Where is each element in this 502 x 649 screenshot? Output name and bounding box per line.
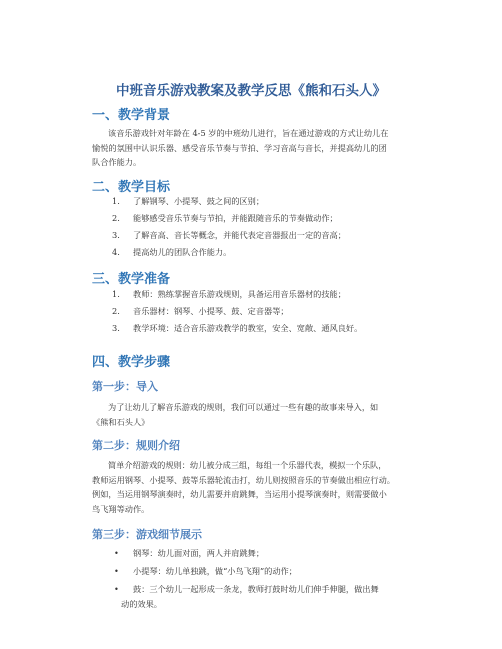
list-text: 教师：熟练掌握音乐游戏规则，具备运用音乐器材的技能；: [133, 289, 346, 299]
bullet-icon: •: [114, 584, 119, 594]
bullet-text: 钢琴：幼儿面对面，两人并肩跳舞；: [133, 548, 265, 558]
document-title: 中班音乐游戏教案及教学反思《熊和石头人》: [116, 83, 386, 99]
section-heading-steps: 四、教学步骤: [92, 355, 171, 370]
list-number: 2.: [112, 306, 120, 316]
list-number: 1.: [112, 196, 120, 206]
paragraph-line: 鸟飞翔等动作。: [92, 503, 150, 514]
step1-paragraph: [92, 400, 422, 429]
list-number: 4.: [112, 247, 120, 257]
step2-paragraph: [92, 458, 422, 516]
paragraph-line: 例如，当运用钢琴演奏时，幼儿需要并肩跳舞，当运用小提琴演奏时，则需要做小: [92, 489, 387, 499]
list-text: 提高幼儿的团队合作能力。: [133, 247, 232, 257]
paragraph-line: 该音乐游戏针对年龄在 4-5 岁的中班幼儿进行，旨在通过游戏的方式让幼儿在: [108, 128, 389, 138]
list-number: 2.: [112, 213, 120, 223]
step-heading: 第三步：游戏细节展示: [92, 528, 202, 541]
step-heading: 第二步：规则介绍: [92, 439, 180, 452]
list-text: 了解音高、音长等概念，并能代表定音器报出一定的音高；: [133, 230, 346, 240]
step-heading: 第一步：导入: [92, 380, 158, 393]
section-heading-goals: 二、教学目标: [92, 180, 171, 195]
bullet-text: 小提琴：幼儿单独跳，做“小鸟飞翔”的动作；: [133, 566, 297, 576]
bullet-text: 鼓：三个幼儿一起形成一条龙，教师打鼓时幼儿们伸手伸腿，做出舞: [133, 584, 379, 594]
list-number: 3.: [112, 230, 120, 240]
paragraph-line: 愉悦的氛围中认识乐器、感受音乐节奏与节拍、学习音高与音长，并提高幼儿的团: [92, 142, 387, 153]
bullet-icon: •: [114, 566, 119, 576]
paragraph-line: 为了让幼儿了解音乐游戏的规则，我们可以通过一些有趣的故事来导入，如: [108, 402, 379, 412]
bullet-icon: •: [114, 548, 119, 558]
section-heading-prep: 三、教学准备: [92, 272, 171, 287]
list-text: 了解钢琴、小提琴、鼓之间的区别；: [133, 196, 265, 206]
paragraph-line: 队合作能力。: [92, 157, 142, 167]
paragraph-line: 简单介绍游戏的规则：幼儿被分成三组，每组一个乐器代表，模拟一个乐队，: [108, 460, 387, 470]
section-heading-background: 一、教学背景: [92, 108, 171, 123]
paragraph-line: 教师运用钢琴、小提琴、鼓等乐器轮流击打，幼儿则按照音乐的节奏做出相应行动。: [92, 474, 395, 485]
list-text: 能够感受音乐节奏与节拍，并能跟随音乐的节奏做动作；: [133, 213, 338, 223]
list-text: 音乐器材：钢琴、小提琴、鼓、定音器等；: [133, 306, 289, 316]
paragraph-line: 《熊和石头人》: [92, 416, 150, 427]
background-paragraph: [92, 126, 422, 170]
list-text: 教学环境：适合音乐游戏教学的教室，安全、宽敞、通风良好。: [133, 323, 363, 333]
list-number: 1.: [112, 289, 120, 299]
list-number: 3.: [112, 323, 120, 333]
bullet-text: 动的效果。: [121, 599, 162, 609]
